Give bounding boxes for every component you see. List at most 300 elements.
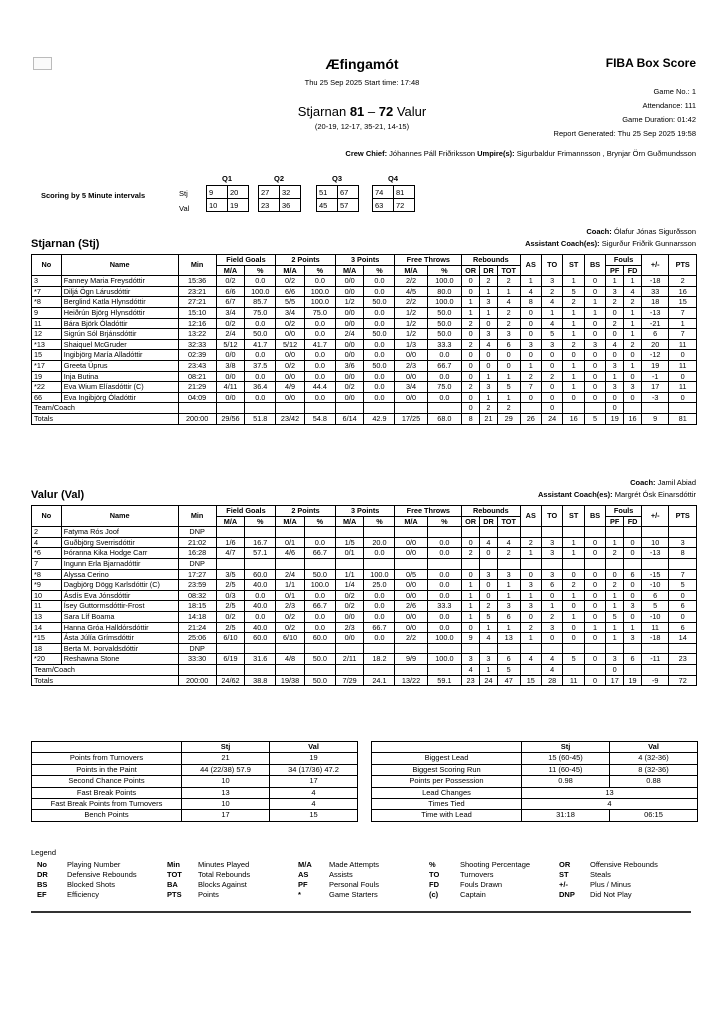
box-cell: 100.0 — [427, 297, 462, 308]
col-sub-header: M/A — [276, 265, 305, 276]
summary-label: Second Chance Points — [32, 776, 182, 787]
box-cell — [624, 558, 642, 569]
box-cell: 0.0 — [304, 392, 335, 403]
box-cell: 0 — [669, 590, 697, 601]
box-cell: 0.0 — [304, 537, 335, 548]
box-cell — [304, 403, 335, 414]
box-cell: 0/2 — [216, 611, 245, 622]
box-cell — [669, 664, 697, 675]
interval-row-stj — [259, 186, 301, 199]
box-cell: 0 — [520, 392, 541, 403]
box-cell: 0 — [606, 329, 624, 340]
col-assists-header: AS — [520, 506, 541, 527]
box-cell: 2/5 — [216, 601, 245, 612]
box-cell: 0 — [624, 350, 642, 361]
box-cell: 0 — [541, 392, 562, 403]
stj-coach-name: Ólafur Jónas Sigurðsson — [613, 227, 696, 236]
box-cell: 4 — [462, 664, 480, 675]
box-cell: 9 — [32, 307, 62, 318]
col-sub-header: M/A — [216, 516, 245, 527]
val-box-table — [31, 505, 697, 686]
box-cell: 1 — [497, 622, 520, 633]
box-cell — [584, 664, 605, 675]
box-cell: 3 — [520, 601, 541, 612]
legend-row — [37, 880, 697, 890]
box-cell: 15 — [32, 350, 62, 361]
box-cell: 42.9 — [364, 413, 395, 424]
box-cell: 1 — [520, 548, 541, 559]
box-cell: 0.0 — [364, 382, 395, 393]
box-cell: -12 — [642, 350, 669, 361]
box-header-row — [32, 506, 697, 517]
summary-value: 11 (60-45) — [522, 764, 610, 775]
box-cell: 3 — [480, 654, 498, 665]
box-cell: 0 — [584, 318, 605, 329]
box-cell — [276, 527, 305, 538]
box-cell: 2 — [624, 297, 642, 308]
summary-label: Points in the Paint — [32, 764, 182, 775]
box-cell — [669, 403, 697, 414]
box-cell: 6/10 — [276, 633, 305, 644]
box-cell: 0 — [669, 371, 697, 382]
box-cell: 1 — [584, 622, 605, 633]
box-cell: 1 — [606, 590, 624, 601]
box-cell: 0/2 — [216, 318, 245, 329]
box-cell — [427, 403, 462, 414]
box-cell — [520, 558, 541, 569]
box-cell — [427, 527, 462, 538]
box-cell: 1 — [462, 297, 480, 308]
box-cell — [584, 643, 605, 654]
box-cell: Fatyma Rós Joof — [61, 527, 178, 538]
box-cell: 1 — [624, 318, 642, 329]
legend-desc: Personal Fouls — [329, 880, 380, 889]
box-cell: 50.0 — [304, 569, 335, 580]
box-cell: 0 — [584, 537, 605, 548]
box-cell: 3 — [624, 601, 642, 612]
box-cell: 2 — [606, 580, 624, 591]
box-cell: 15 — [669, 297, 697, 308]
summary-value: 13 — [182, 787, 270, 798]
box-cell — [276, 643, 305, 654]
box-cell: 57.1 — [245, 548, 276, 559]
box-cell: 0.0 — [364, 276, 395, 287]
box-cell: 19 — [624, 675, 642, 686]
box-cell — [606, 558, 624, 569]
player-row — [32, 527, 697, 538]
box-cell: 0 — [480, 590, 498, 601]
interval-team-val: Val — [179, 204, 190, 213]
box-cell: 2 — [669, 276, 697, 287]
box-cell — [364, 643, 395, 654]
box-cell: 8 — [669, 548, 697, 559]
box-cell: 16 — [669, 286, 697, 297]
box-cell: 20 — [642, 339, 669, 350]
col-sub-header: % — [304, 516, 335, 527]
box-cell: 3 — [520, 339, 541, 350]
box-cell: 1 — [541, 601, 562, 612]
box-cell: 100.0 — [427, 633, 462, 644]
player-row — [32, 318, 697, 329]
player-row — [32, 286, 697, 297]
box-cell: 0 — [520, 611, 541, 622]
summary-value: 0.88 — [610, 776, 698, 787]
box-cell: 1 — [480, 392, 498, 403]
box-cell: 6 — [541, 580, 562, 591]
box-cell — [462, 558, 480, 569]
box-cell: 1 — [563, 382, 584, 393]
box-cell: 2 — [32, 527, 62, 538]
box-cell: 0 — [541, 590, 562, 601]
summary-row — [32, 753, 358, 764]
box-cell: 0 — [669, 392, 697, 403]
box-cell — [642, 664, 669, 675]
summary-value: 15 — [270, 810, 358, 821]
box-cell: Team/Coach — [32, 403, 179, 414]
col-3pt-header: 3 Points — [335, 506, 395, 517]
box-cell: 0.0 — [427, 371, 462, 382]
box-cell: 0/0 — [335, 276, 364, 287]
box-cell — [480, 558, 498, 569]
interval-score: 81 — [394, 186, 415, 199]
summary-team-header: Val — [610, 742, 698, 753]
box-cell — [462, 643, 480, 654]
box-cell: 3 — [497, 329, 520, 340]
col-sub-header: M/A — [335, 265, 364, 276]
box-cell: 50.0 — [304, 675, 335, 686]
box-cell: 15:10 — [178, 307, 216, 318]
player-row — [32, 601, 697, 612]
box-cell: 0 — [584, 590, 605, 601]
box-cell: 6/14 — [335, 413, 364, 424]
box-cell: 10 — [642, 537, 669, 548]
event-title: Æfingamót — [325, 56, 399, 72]
box-cell: 17 — [642, 382, 669, 393]
col-blocks-header: BS — [584, 255, 605, 276]
box-cell: -10 — [642, 580, 669, 591]
col-sub-header: M/A — [216, 265, 245, 276]
box-cell: 1/2 — [395, 329, 427, 340]
summary-row — [372, 787, 698, 798]
box-cell: 1 — [606, 371, 624, 382]
box-cell: 3/8 — [216, 360, 245, 371]
box-cell — [642, 403, 669, 414]
box-cell: 19/38 — [276, 675, 305, 686]
away-team-name: Valur — [396, 104, 427, 119]
box-cell: 0 — [584, 601, 605, 612]
box-cell: 0/0 — [335, 307, 364, 318]
col-sub-header: DR — [480, 265, 498, 276]
summary-label: Points from Turnovers — [32, 753, 182, 764]
box-cell — [669, 558, 697, 569]
box-cell: 2 — [520, 371, 541, 382]
box-cell: 15:36 — [178, 276, 216, 287]
totals-row — [32, 413, 697, 424]
summary-team-header: Val — [270, 742, 358, 753]
box-cell: 0 — [563, 622, 584, 633]
away-score: 72 — [378, 104, 394, 119]
box-cell: 1/1 — [335, 569, 364, 580]
box-cell: 11 — [563, 675, 584, 686]
box-cell: 2/5 — [216, 580, 245, 591]
interval-score: 74 — [373, 186, 394, 199]
box-cell: 8 — [520, 297, 541, 308]
box-cell: 75.0 — [427, 382, 462, 393]
box-cell: 3 — [541, 622, 562, 633]
interval-score: 32 — [280, 186, 301, 199]
col-free-throws-header: Free Throws — [395, 255, 462, 266]
box-cell: 33.3 — [427, 339, 462, 350]
box-cell: 4 — [520, 286, 541, 297]
box-cell: 0 — [584, 382, 605, 393]
box-cell: 4 — [32, 537, 62, 548]
box-cell: 0 — [520, 307, 541, 318]
summary-value: 44 (22/38) 57.9 — [182, 764, 270, 775]
box-cell: -10 — [642, 611, 669, 622]
col-min-header: Min — [178, 506, 216, 527]
box-cell — [335, 403, 364, 414]
box-cell: 11 — [642, 622, 669, 633]
box-cell — [245, 664, 276, 675]
interval-score: 27 — [259, 186, 280, 199]
box-cell: 0/2 — [335, 601, 364, 612]
col-sub-header: % — [304, 265, 335, 276]
box-cell — [624, 403, 642, 414]
val-assistant-coach — [538, 490, 696, 499]
box-cell: 1 — [462, 601, 480, 612]
box-cell: 6 — [497, 339, 520, 350]
box-cell: 4 — [541, 654, 562, 665]
box-cell: 3 — [497, 601, 520, 612]
box-cell — [245, 403, 276, 414]
box-cell: 40.0 — [245, 622, 276, 633]
box-cell: 0 — [462, 360, 480, 371]
box-cell: 5 — [563, 654, 584, 665]
summary-value: 4 — [270, 787, 358, 798]
box-cell: 17:27 — [178, 569, 216, 580]
summary-row — [32, 764, 358, 775]
box-cell: 0 — [462, 350, 480, 361]
box-cell: 6/6 — [276, 286, 305, 297]
summary-label: Biggest Scoring Run — [372, 764, 522, 775]
box-cell: 0.0 — [245, 611, 276, 622]
player-name: Ásta Júlía Grímsdóttir — [61, 633, 178, 644]
box-cell: 1 — [462, 580, 480, 591]
box-cell: 1 — [480, 664, 498, 675]
box-cell: 0.0 — [304, 611, 335, 622]
box-cell — [462, 527, 480, 538]
box-cell: 08:32 — [178, 590, 216, 601]
box-cell: 0.0 — [245, 318, 276, 329]
box-cell: 6 — [624, 654, 642, 665]
box-cell: 08:21 — [178, 371, 216, 382]
box-cell: 29/56 — [216, 413, 245, 424]
summary-value: 17 — [182, 810, 270, 821]
interval-score: 45 — [317, 199, 338, 212]
box-cell: 18 — [642, 297, 669, 308]
player-row — [32, 590, 697, 601]
col-no-header: No — [32, 255, 62, 276]
box-cell: 5/12 — [276, 339, 305, 350]
box-cell: 23/42 — [276, 413, 305, 424]
box-cell: 100.0 — [245, 286, 276, 297]
box-cell: 4 — [541, 664, 562, 675]
box-cell — [520, 527, 541, 538]
box-cell: 27:21 — [178, 297, 216, 308]
box-cell: 1/2 — [395, 318, 427, 329]
legend-desc: Total Rebounds — [198, 870, 251, 879]
summary-value: 21 — [182, 753, 270, 764]
player-row — [32, 633, 697, 644]
box-cell: 4 — [480, 339, 498, 350]
player-name: Bára Björk Óladóttir — [61, 318, 178, 329]
legend-abbr: DR — [37, 870, 48, 879]
summary-value: 31:18 — [522, 810, 610, 821]
col-sub-header: % — [427, 516, 462, 527]
box-cell: 6 — [497, 654, 520, 665]
box-cell: 0.0 — [304, 360, 335, 371]
box-cell: 66.7 — [304, 548, 335, 559]
box-cell: 2 — [462, 382, 480, 393]
box-cell: 0.0 — [364, 339, 395, 350]
box-cell — [216, 527, 245, 538]
box-cell — [497, 558, 520, 569]
box-cell: 0.0 — [427, 569, 462, 580]
box-cell: 0 — [541, 633, 562, 644]
box-cell — [364, 664, 395, 675]
box-cell: 66.7 — [364, 622, 395, 633]
box-cell: 5/12 — [216, 339, 245, 350]
box-cell: *13 — [32, 339, 62, 350]
summary-value: 4 (32-36) — [610, 753, 698, 764]
box-cell: 50.0 — [364, 329, 395, 340]
box-cell: 6 — [642, 329, 669, 340]
box-cell: 1/2 — [335, 297, 364, 308]
box-cell: 2 — [563, 297, 584, 308]
box-cell: 41.7 — [245, 339, 276, 350]
box-cell: 24 — [480, 675, 498, 686]
box-cell: *8 — [32, 297, 62, 308]
box-cell: *17 — [32, 360, 62, 371]
box-cell: 0 — [584, 329, 605, 340]
box-cell — [395, 527, 427, 538]
box-cell — [497, 643, 520, 654]
box-cell: 80.0 — [427, 286, 462, 297]
box-cell — [606, 643, 624, 654]
box-cell: 6/6 — [216, 286, 245, 297]
box-cell — [669, 527, 697, 538]
legend-abbr: DNP — [559, 890, 575, 899]
box-cell: 0 — [606, 664, 624, 675]
col-sub-header: TOT — [497, 265, 520, 276]
box-cell: 1 — [606, 276, 624, 287]
legend — [37, 860, 697, 900]
player-name: Þóranna Kika Hodge Carr — [61, 548, 178, 559]
legend-row — [37, 890, 697, 900]
legend-desc: Minutes Played — [198, 860, 250, 869]
interval-scoring-label: Scoring by 5 Minute intervals — [41, 191, 146, 200]
box-cell: 0.0 — [245, 371, 276, 382]
stj-assistant-label: Assistant Coach(es): — [525, 239, 600, 248]
interval-row-val — [317, 199, 359, 212]
box-cell: 7 — [669, 569, 697, 580]
box-cell: 33:30 — [178, 654, 216, 665]
box-cell — [427, 558, 462, 569]
box-cell: 12:16 — [178, 318, 216, 329]
box-cell: 0/0 — [395, 537, 427, 548]
box-cell: *8 — [32, 569, 62, 580]
box-cell: 0/2 — [276, 318, 305, 329]
box-cell: 0/2 — [335, 590, 364, 601]
box-cell — [541, 527, 562, 538]
summary-value: 0.98 — [522, 776, 610, 787]
legend-abbr: TO — [429, 870, 440, 879]
col-blocks-header: BS — [584, 506, 605, 527]
player-name: Inja Butina — [61, 371, 178, 382]
box-cell: 1 — [480, 622, 498, 633]
box-cell: 0/0 — [335, 611, 364, 622]
box-cell: 4/6 — [276, 548, 305, 559]
quarter-scores: (20-19, 12-17, 35-21, 14-15) — [314, 122, 410, 131]
box-cell — [584, 558, 605, 569]
box-cell: 3 — [624, 382, 642, 393]
box-cell: 16.7 — [245, 537, 276, 548]
box-cell — [427, 643, 462, 654]
box-cell — [304, 527, 335, 538]
box-cell: 0 — [584, 611, 605, 622]
box-cell: 1/2 — [395, 307, 427, 318]
box-cell: 14 — [32, 622, 62, 633]
box-cell: 1/1 — [276, 580, 305, 591]
box-cell: *22 — [32, 382, 62, 393]
box-cell: 0.0 — [304, 350, 335, 361]
interval-score: 9 — [207, 186, 228, 199]
box-cell: 2 — [497, 307, 520, 318]
interval-score: 72 — [394, 199, 415, 212]
player-row — [32, 392, 697, 403]
interval-row-val — [373, 199, 415, 212]
box-cell: 66.7 — [427, 360, 462, 371]
legend-abbr: * — [298, 890, 301, 899]
stj-coach — [586, 227, 696, 236]
summary-row — [372, 764, 698, 775]
box-cell: 0 — [624, 548, 642, 559]
box-cell — [395, 558, 427, 569]
box-cell: 0 — [520, 569, 541, 580]
box-cell: 68.0 — [427, 413, 462, 424]
box-cell: 0 — [624, 537, 642, 548]
box-cell: 0 — [563, 569, 584, 580]
player-name: Ingibjörg María Alladóttir — [61, 350, 178, 361]
box-cell: 0/5 — [395, 569, 427, 580]
box-cell: 1 — [606, 537, 624, 548]
summary-row — [372, 753, 698, 764]
box-cell: -18 — [642, 633, 669, 644]
box-cell: 5 — [497, 664, 520, 675]
col-sub-header: OR — [462, 265, 480, 276]
legend-abbr: BA — [167, 880, 178, 889]
box-cell — [245, 558, 276, 569]
box-cell: *15 — [32, 633, 62, 644]
interval-team-stj: Stj — [179, 189, 188, 198]
box-cell: 3/5 — [216, 569, 245, 580]
team-coach-row — [32, 664, 697, 675]
bottom-divider — [31, 911, 691, 913]
box-cell: 0/0 — [216, 371, 245, 382]
box-cell — [563, 643, 584, 654]
box-cell: 1 — [563, 329, 584, 340]
totals-row — [32, 675, 697, 686]
